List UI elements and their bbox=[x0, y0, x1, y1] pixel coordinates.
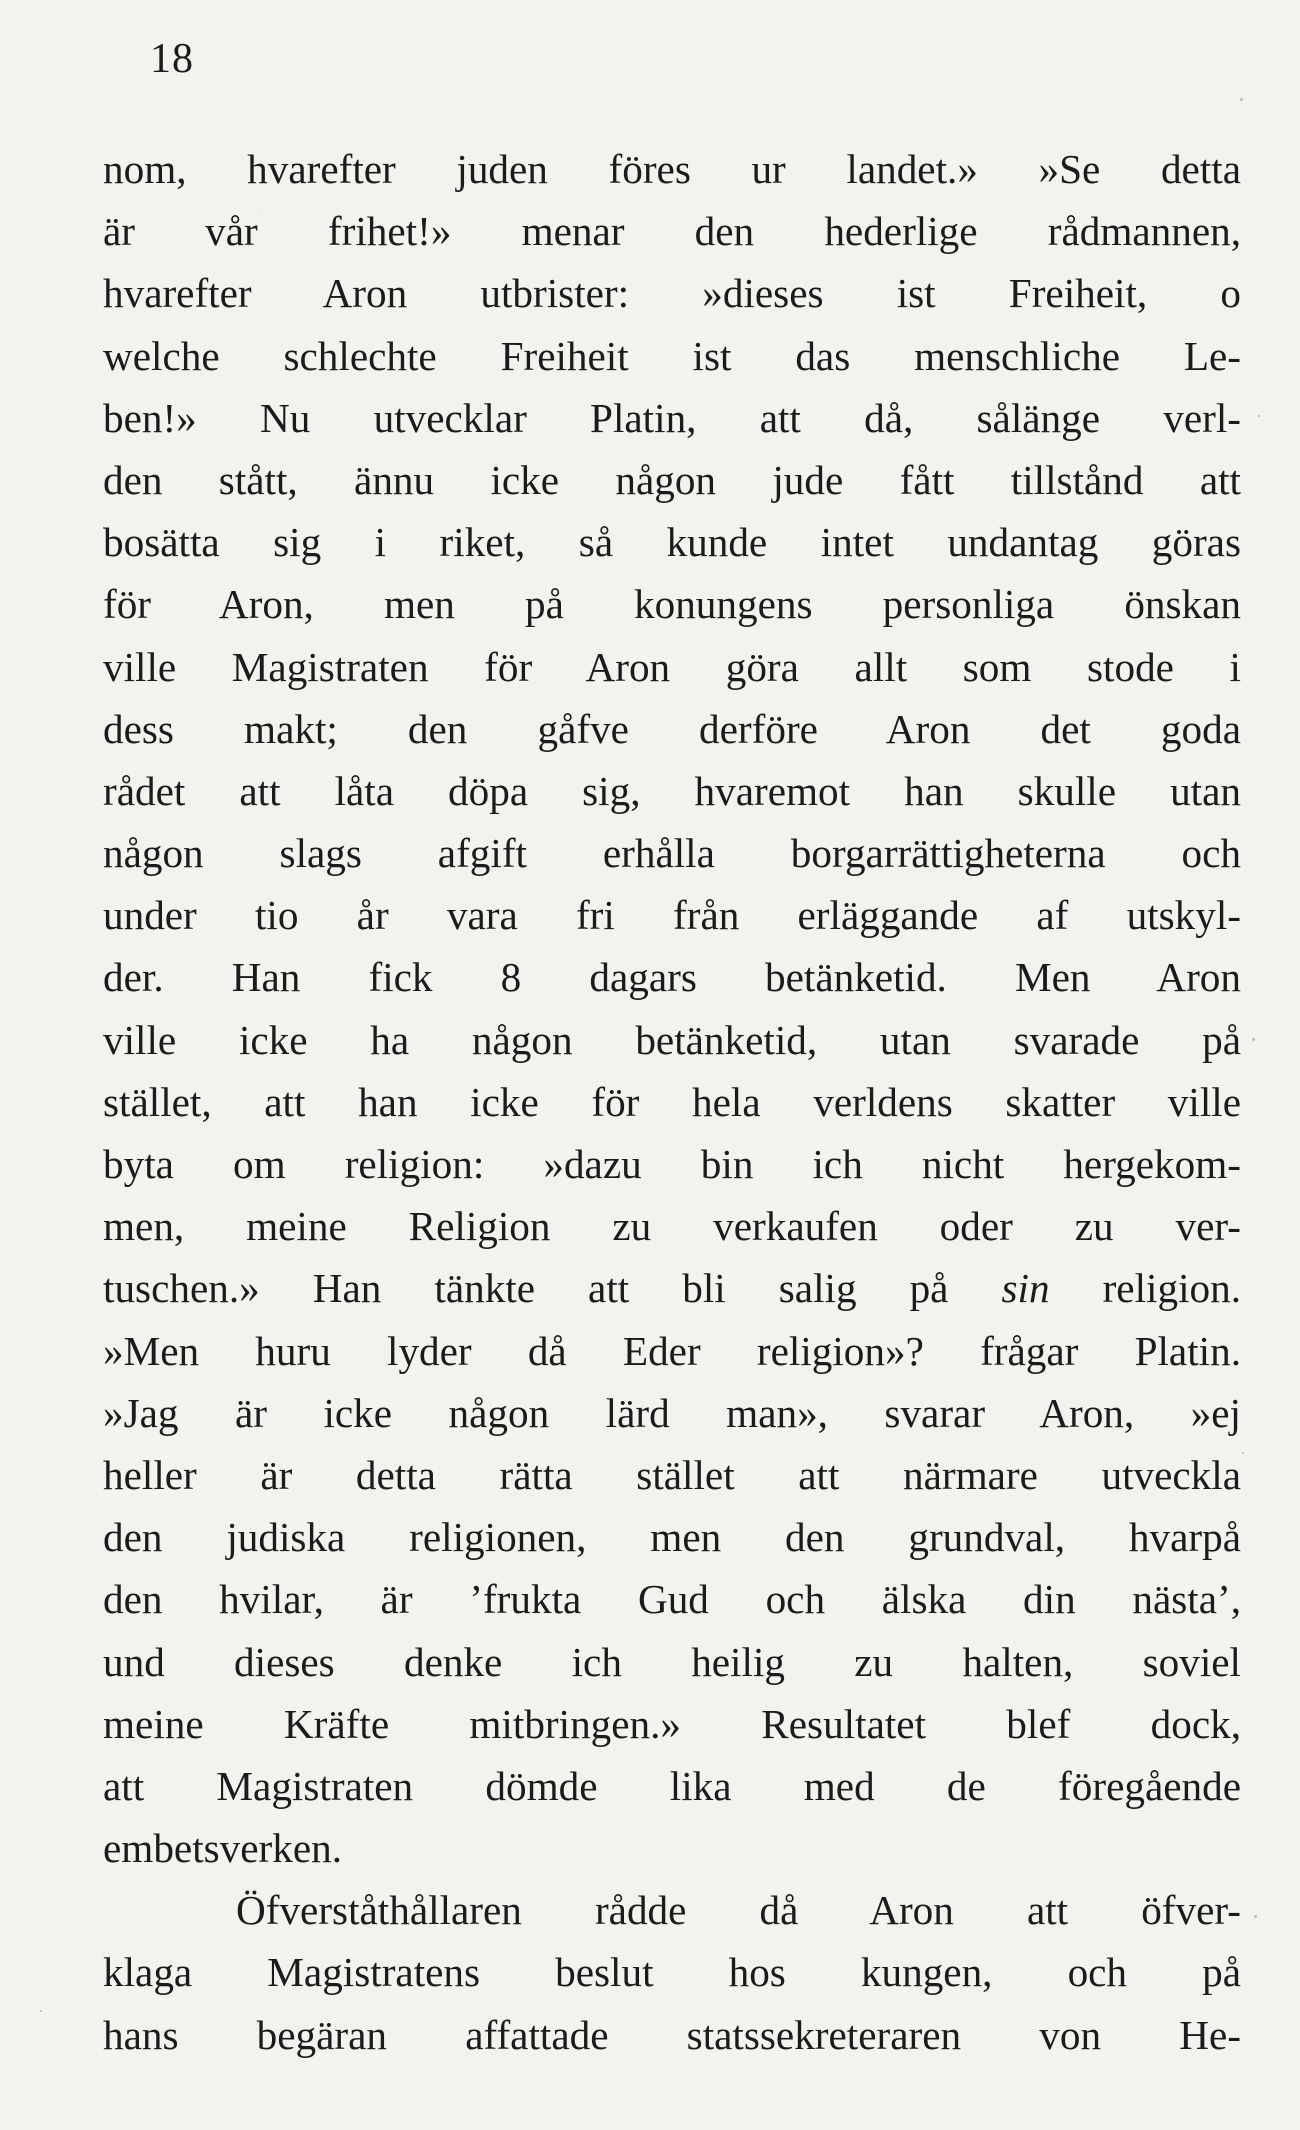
text-line: stället, att han icke för hela verldens skatter ville bbox=[103, 1078, 1241, 1125]
scan-speck bbox=[1252, 1038, 1255, 1041]
text-line: »Men huru lyder då Eder religion»? frågar Platin. bbox=[103, 1327, 1241, 1374]
text-fragment: tuschen.» Han tänkte att bli salig på bbox=[103, 1265, 949, 1312]
text-line: rådet att låta döpa sig, hvaremot han skulle utan bbox=[103, 767, 1241, 814]
text-line: hans begäran affattade statssekreteraren von He- bbox=[103, 2011, 1241, 2058]
text-line: ville icke ha någon betänketid, utan svarade på bbox=[103, 1016, 1241, 1063]
text-line: men, meine Religion zu verkaufen oder zu ver- bbox=[103, 1203, 1241, 1250]
scan-speck bbox=[1242, 1452, 1244, 1454]
text-line: hvarefter Aron utbrister: »dieses ist Freiheit, o bbox=[103, 270, 1241, 317]
text-line: den judiska religionen, men den grundval, hvarpå bbox=[103, 1514, 1241, 1561]
text-line: der. Han fick 8 dagars betänketid. Men Aron bbox=[103, 954, 1241, 1001]
text-line: bosätta sig i riket, så kunde intet undantag göras bbox=[103, 519, 1241, 566]
text-line: ville Magistraten för Aron göra allt som stode i bbox=[103, 643, 1241, 690]
text-line: dess makt; den gåfve derföre Aron det goda bbox=[103, 705, 1241, 752]
text-line: nom, hvarefter juden föres ur landet.» »Se detta bbox=[103, 146, 1241, 192]
scan-speck bbox=[1254, 1915, 1257, 1918]
scan-speck bbox=[1258, 415, 1260, 417]
text-line: för Aron, men på konungens personliga önskan bbox=[103, 581, 1241, 628]
text-line: den hvilar, är ’frukta Gud och älska din nästa’, bbox=[103, 1576, 1241, 1623]
text-fragment: religion. bbox=[1102, 1265, 1241, 1312]
text-line: att Magistraten dömde lika med de föregående bbox=[103, 1762, 1241, 1809]
text-line bbox=[103, 1257, 1241, 1319]
text-line: den stått, ännu icke någon jude fått tillstånd att bbox=[103, 456, 1241, 503]
text-line: und dieses denke ich heilig zu halten, soviel bbox=[103, 1638, 1241, 1685]
italic-word: sin bbox=[1001, 1265, 1050, 1312]
page-body-text bbox=[103, 138, 1241, 2066]
text-line: är vår frihet!» menar den hederlige rådmannen, bbox=[103, 208, 1241, 255]
text-line: Öfverståthållaren rådde då Aron att öfver- bbox=[236, 1887, 1241, 1934]
text-line: »Jag är icke någon lärd man», svarar Aron, »ej bbox=[103, 1389, 1241, 1436]
page-number: 18 bbox=[150, 36, 194, 82]
text-line: någon slags afgift erhålla borgarrättigheterna och bbox=[103, 830, 1241, 877]
text-line: welche schlechte Freiheit ist das menschliche Le- bbox=[103, 332, 1241, 379]
text-line: embetsverken. bbox=[103, 1825, 343, 1872]
text-line: ben!» Nu utvecklar Platin, att då, sålänge verl- bbox=[103, 394, 1241, 441]
text-line: byta om religion: »dazu bin ich nicht hergekom- bbox=[103, 1141, 1241, 1187]
scan-speck bbox=[1240, 98, 1243, 101]
scan-speck bbox=[40, 2010, 42, 2012]
text-line: klaga Magistratens beslut hos kungen, och på bbox=[103, 1949, 1241, 1996]
text-line: meine Kräfte mitbringen.» Resultatet blef dock, bbox=[103, 1700, 1241, 1747]
text-line: under tio år vara fri från erläggande af utskyl- bbox=[103, 892, 1241, 939]
text-line: heller är detta rätta stället att närmare utveckla bbox=[103, 1451, 1241, 1498]
